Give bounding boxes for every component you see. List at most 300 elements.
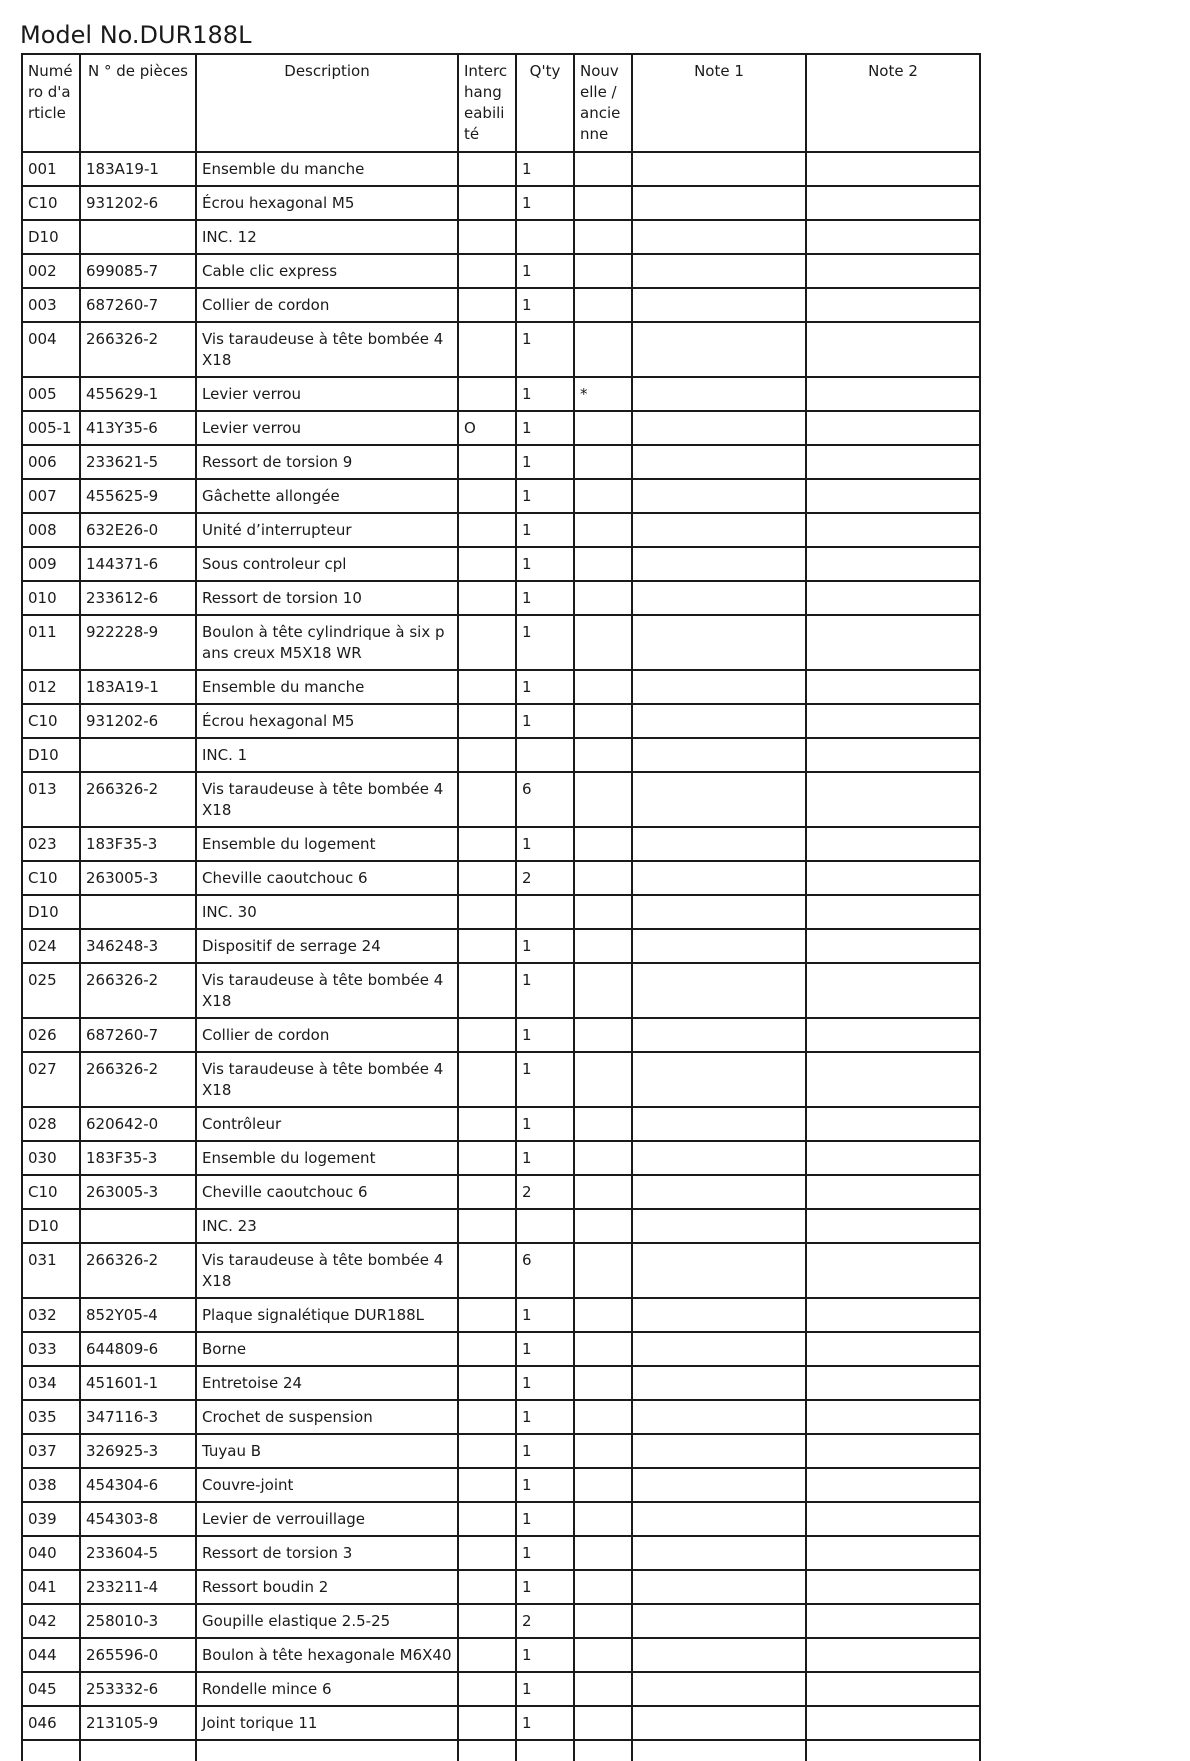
cell-note1 <box>632 1434 806 1468</box>
table-row <box>22 1141 980 1175</box>
cell-item-no: 034 <box>22 1366 80 1400</box>
cell-new-old <box>574 1141 632 1175</box>
cell-part-no <box>80 1209 196 1243</box>
cell-qty: 1 <box>516 827 574 861</box>
cell-description: Boulon à tête cylindrique à six pans creux M5X18 WR <box>196 615 458 670</box>
cell-interchangeability <box>458 1604 516 1638</box>
cell-qty: 6 <box>516 772 574 827</box>
column-header-interchangeability: Interchangeabilité <box>458 54 516 152</box>
cell-new-old <box>574 772 632 827</box>
cell-part-no: 263005-3 <box>80 1175 196 1209</box>
cell-note1 <box>632 1332 806 1366</box>
cell-interchangeability <box>458 1018 516 1052</box>
cell-part-no: 687260-7 <box>80 1018 196 1052</box>
table-row <box>22 547 980 581</box>
cell-note2 <box>806 772 980 827</box>
cell-note1 <box>632 1243 806 1298</box>
cell-note2 <box>806 513 980 547</box>
cell-item-no: 033 <box>22 1332 80 1366</box>
cell-note1 <box>632 772 806 827</box>
cell-description: Cheville caoutchouc 6 <box>196 861 458 895</box>
cell-part-no: 632E26-0 <box>80 513 196 547</box>
cell-interchangeability <box>458 513 516 547</box>
cell-item-no: 023 <box>22 827 80 861</box>
cell-part-no: 922228-9 <box>80 615 196 670</box>
cell-note2 <box>806 547 980 581</box>
cell-part-no: 454303-8 <box>80 1502 196 1536</box>
cell-item-no: 008 <box>22 513 80 547</box>
cell-qty: 1 <box>516 581 574 615</box>
cell-part-no: 852Y05-4 <box>80 1298 196 1332</box>
cell-item-no: 041 <box>22 1570 80 1604</box>
cell-item-no: D10 <box>22 1209 80 1243</box>
cell-note2 <box>806 288 980 322</box>
cell-item-no: 004 <box>22 322 80 377</box>
cell-description: Collier de cordon <box>196 1018 458 1052</box>
cell-part-no: 213105-9 <box>80 1706 196 1740</box>
cell-qty: 1 <box>516 186 574 220</box>
cell-new-old <box>574 186 632 220</box>
cell-interchangeability <box>458 895 516 929</box>
cell-interchangeability <box>458 963 516 1018</box>
cell-interchangeability <box>458 1209 516 1243</box>
cell-part-no: 233612-6 <box>80 581 196 615</box>
cell-qty: 1 <box>516 411 574 445</box>
cell-note1 <box>632 1209 806 1243</box>
cell-part-no: 233211-4 <box>80 1570 196 1604</box>
cell-note1 <box>632 1638 806 1672</box>
cell-description: Écrou hexagonal M5 <box>196 186 458 220</box>
cell-new-old <box>574 220 632 254</box>
cell-qty: 1 <box>516 254 574 288</box>
table-row <box>22 411 980 445</box>
cell-item-no: 042 <box>22 1604 80 1638</box>
cell-interchangeability <box>458 1141 516 1175</box>
table-row <box>22 861 980 895</box>
column-header-note2: Note 2 <box>806 54 980 152</box>
cell-part-no: 699085-7 <box>80 254 196 288</box>
cell-new-old <box>574 322 632 377</box>
table-row-cutoff <box>22 1740 980 1761</box>
cell-empty <box>80 1740 196 1761</box>
cell-new-old <box>574 704 632 738</box>
cell-interchangeability <box>458 929 516 963</box>
cell-note2 <box>806 479 980 513</box>
table-row <box>22 1018 980 1052</box>
cell-description: INC. 1 <box>196 738 458 772</box>
table-row <box>22 1434 980 1468</box>
cell-note2 <box>806 929 980 963</box>
cell-note1 <box>632 738 806 772</box>
cell-note1 <box>632 1468 806 1502</box>
cell-note1 <box>632 411 806 445</box>
cell-empty <box>458 1740 516 1761</box>
cell-qty: 1 <box>516 1332 574 1366</box>
cell-description: Levier de verrouillage <box>196 1502 458 1536</box>
cell-new-old <box>574 670 632 704</box>
cell-item-no: C10 <box>22 861 80 895</box>
cell-item-no: 005 <box>22 377 80 411</box>
cell-description: Ensemble du manche <box>196 152 458 186</box>
cell-note1 <box>632 513 806 547</box>
cell-part-no: 346248-3 <box>80 929 196 963</box>
cell-note1 <box>632 1672 806 1706</box>
cell-note2 <box>806 615 980 670</box>
table-row <box>22 254 980 288</box>
cell-interchangeability <box>458 1536 516 1570</box>
column-header-note1: Note 1 <box>632 54 806 152</box>
cell-qty: 1 <box>516 1638 574 1672</box>
cell-note2 <box>806 1570 980 1604</box>
cell-note1 <box>632 963 806 1018</box>
cell-item-no: 040 <box>22 1536 80 1570</box>
table-row <box>22 1175 980 1209</box>
cell-qty: 1 <box>516 547 574 581</box>
cell-qty <box>516 738 574 772</box>
cell-note1 <box>632 895 806 929</box>
cell-new-old <box>574 288 632 322</box>
cell-new-old <box>574 547 632 581</box>
cell-item-no: 028 <box>22 1107 80 1141</box>
cell-interchangeability <box>458 377 516 411</box>
cell-qty: 1 <box>516 1502 574 1536</box>
cell-part-no: 258010-3 <box>80 1604 196 1638</box>
table-row <box>22 1052 980 1107</box>
cell-part-no: 265596-0 <box>80 1638 196 1672</box>
table-row <box>22 322 980 377</box>
cell-note1 <box>632 1400 806 1434</box>
cell-item-no: 013 <box>22 772 80 827</box>
cell-description: Vis taraudeuse à tête bombée 4X18 <box>196 772 458 827</box>
cell-note1 <box>632 1018 806 1052</box>
cell-interchangeability <box>458 1672 516 1706</box>
cell-new-old <box>574 152 632 186</box>
cell-new-old <box>574 738 632 772</box>
cell-part-no: 183F35-3 <box>80 827 196 861</box>
cell-note1 <box>632 929 806 963</box>
cell-note1 <box>632 581 806 615</box>
table-row <box>22 1502 980 1536</box>
cell-qty: 1 <box>516 152 574 186</box>
cell-note2 <box>806 377 980 411</box>
cell-description: Ressort boudin 2 <box>196 1570 458 1604</box>
cell-note1 <box>632 1570 806 1604</box>
cell-note2 <box>806 1052 980 1107</box>
cell-description: Cheville caoutchouc 6 <box>196 1175 458 1209</box>
table-row <box>22 670 980 704</box>
cell-qty: 1 <box>516 1706 574 1740</box>
cell-new-old <box>574 861 632 895</box>
cell-note2 <box>806 738 980 772</box>
cell-part-no: 454304-6 <box>80 1468 196 1502</box>
cell-description: Borne <box>196 1332 458 1366</box>
cell-interchangeability <box>458 615 516 670</box>
cell-qty: 1 <box>516 1672 574 1706</box>
cell-new-old <box>574 615 632 670</box>
cell-qty: 1 <box>516 1366 574 1400</box>
cell-description: Ressort de torsion 9 <box>196 445 458 479</box>
cell-new-old <box>574 1468 632 1502</box>
cell-new-old <box>574 1298 632 1332</box>
cell-qty: 1 <box>516 1434 574 1468</box>
cell-interchangeability <box>458 1332 516 1366</box>
cell-interchangeability <box>458 827 516 861</box>
column-header-part-no: N ° de pièces <box>80 54 196 152</box>
table-row <box>22 827 980 861</box>
cell-note1 <box>632 220 806 254</box>
cell-note2 <box>806 827 980 861</box>
cell-description: Sous controleur cpl <box>196 547 458 581</box>
parts-table-body <box>22 152 980 1761</box>
cell-part-no: 183F35-3 <box>80 1141 196 1175</box>
table-row <box>22 445 980 479</box>
cell-part-no <box>80 220 196 254</box>
cell-new-old <box>574 963 632 1018</box>
cell-part-no: 266326-2 <box>80 963 196 1018</box>
cell-qty: 1 <box>516 377 574 411</box>
cell-note2 <box>806 445 980 479</box>
cell-part-no: 253332-6 <box>80 1672 196 1706</box>
cell-note2 <box>806 963 980 1018</box>
cell-note1 <box>632 704 806 738</box>
cell-description: INC. 12 <box>196 220 458 254</box>
table-row <box>22 1706 980 1740</box>
cell-qty: 1 <box>516 1107 574 1141</box>
table-row <box>22 479 980 513</box>
cell-note2 <box>806 1672 980 1706</box>
cell-interchangeability: O <box>458 411 516 445</box>
cell-note2 <box>806 152 980 186</box>
cell-qty: 1 <box>516 1570 574 1604</box>
cell-new-old <box>574 445 632 479</box>
cell-item-no: 038 <box>22 1468 80 1502</box>
cell-description: Joint torique 11 <box>196 1706 458 1740</box>
cell-item-no: C10 <box>22 1175 80 1209</box>
cell-description: Unité d’interrupteur <box>196 513 458 547</box>
cell-interchangeability <box>458 1175 516 1209</box>
cell-note2 <box>806 1018 980 1052</box>
cell-description: INC. 30 <box>196 895 458 929</box>
cell-interchangeability <box>458 1468 516 1502</box>
cell-new-old <box>574 581 632 615</box>
cell-description: Gâchette allongée <box>196 479 458 513</box>
cell-part-no: 266326-2 <box>80 772 196 827</box>
cell-note2 <box>806 581 980 615</box>
cell-new-old <box>574 1502 632 1536</box>
cell-part-no: 144371-6 <box>80 547 196 581</box>
cell-note2 <box>806 1175 980 1209</box>
cell-note2 <box>806 411 980 445</box>
cell-item-no: 007 <box>22 479 80 513</box>
table-row <box>22 377 980 411</box>
cell-interchangeability <box>458 254 516 288</box>
cell-new-old <box>574 929 632 963</box>
cell-item-no: 001 <box>22 152 80 186</box>
cell-note2 <box>806 322 980 377</box>
cell-new-old <box>574 1604 632 1638</box>
cell-note2 <box>806 670 980 704</box>
table-row <box>22 186 980 220</box>
table-row <box>22 1536 980 1570</box>
cell-new-old <box>574 1536 632 1570</box>
cell-qty <box>516 220 574 254</box>
cell-note1 <box>632 615 806 670</box>
cell-interchangeability <box>458 1400 516 1434</box>
cell-item-no: 012 <box>22 670 80 704</box>
cell-qty: 2 <box>516 861 574 895</box>
cell-interchangeability <box>458 738 516 772</box>
cell-interchangeability <box>458 1107 516 1141</box>
cell-note2 <box>806 1604 980 1638</box>
cell-description: Goupille elastique 2.5-25 <box>196 1604 458 1638</box>
cell-note1 <box>632 670 806 704</box>
cell-qty: 1 <box>516 322 574 377</box>
cell-note2 <box>806 1141 980 1175</box>
cell-interchangeability <box>458 772 516 827</box>
table-row <box>22 895 980 929</box>
column-header-qty: Q'ty <box>516 54 574 152</box>
cell-qty: 1 <box>516 1141 574 1175</box>
cell-note2 <box>806 1400 980 1434</box>
cell-part-no: 620642-0 <box>80 1107 196 1141</box>
table-row <box>22 513 980 547</box>
cell-item-no: 024 <box>22 929 80 963</box>
cell-part-no: 233621-5 <box>80 445 196 479</box>
cell-note2 <box>806 1366 980 1400</box>
cell-item-no: 027 <box>22 1052 80 1107</box>
cell-note1 <box>632 445 806 479</box>
cell-description: Vis taraudeuse à tête bombée 4X18 <box>196 963 458 1018</box>
cell-part-no: 263005-3 <box>80 861 196 895</box>
cell-interchangeability <box>458 288 516 322</box>
cell-new-old <box>574 1243 632 1298</box>
cell-interchangeability <box>458 220 516 254</box>
cell-interchangeability <box>458 581 516 615</box>
cell-part-no: 347116-3 <box>80 1400 196 1434</box>
cell-note2 <box>806 1298 980 1332</box>
cell-qty: 1 <box>516 513 574 547</box>
cell-note1 <box>632 1366 806 1400</box>
cell-interchangeability <box>458 1706 516 1740</box>
cell-note1 <box>632 1141 806 1175</box>
cell-interchangeability <box>458 547 516 581</box>
cell-qty: 1 <box>516 1536 574 1570</box>
cell-part-no: 687260-7 <box>80 288 196 322</box>
cell-new-old <box>574 1672 632 1706</box>
cell-note1 <box>632 254 806 288</box>
cell-qty: 1 <box>516 1400 574 1434</box>
table-row <box>22 1400 980 1434</box>
cell-interchangeability <box>458 704 516 738</box>
cell-note2 <box>806 1107 980 1141</box>
cell-description: Couvre-joint <box>196 1468 458 1502</box>
cell-description: Ensemble du logement <box>196 1141 458 1175</box>
table-row <box>22 1366 980 1400</box>
table-row <box>22 1604 980 1638</box>
cell-interchangeability <box>458 1638 516 1672</box>
table-row <box>22 772 980 827</box>
cell-new-old <box>574 1706 632 1740</box>
table-row <box>22 929 980 963</box>
cell-note1 <box>632 1052 806 1107</box>
cell-empty <box>516 1740 574 1761</box>
table-row <box>22 615 980 670</box>
cell-interchangeability <box>458 1052 516 1107</box>
column-header-item-no: Numéro d'article <box>22 54 80 152</box>
table-row <box>22 1672 980 1706</box>
cell-part-no: 266326-2 <box>80 322 196 377</box>
cell-description: Crochet de suspension <box>196 1400 458 1434</box>
cell-interchangeability <box>458 1434 516 1468</box>
cell-qty: 2 <box>516 1604 574 1638</box>
cell-description: Ensemble du manche <box>196 670 458 704</box>
cell-note2 <box>806 1502 980 1536</box>
cell-note1 <box>632 1298 806 1332</box>
cell-note1 <box>632 1107 806 1141</box>
cell-item-no: D10 <box>22 220 80 254</box>
cell-new-old <box>574 1332 632 1366</box>
cell-item-no: D10 <box>22 738 80 772</box>
cell-description: Rondelle mince 6 <box>196 1672 458 1706</box>
cell-part-no: 931202-6 <box>80 186 196 220</box>
cell-new-old <box>574 1175 632 1209</box>
parts-table <box>21 53 981 1761</box>
cell-interchangeability <box>458 1366 516 1400</box>
cell-note1 <box>632 1604 806 1638</box>
table-row <box>22 1468 980 1502</box>
cell-note1 <box>632 1175 806 1209</box>
cell-item-no: 002 <box>22 254 80 288</box>
cell-new-old <box>574 254 632 288</box>
cell-part-no: 455625-9 <box>80 479 196 513</box>
cell-new-old <box>574 513 632 547</box>
cell-new-old <box>574 1400 632 1434</box>
column-header-new-old: Nouvelle / ancienne <box>574 54 632 152</box>
cell-note2 <box>806 1638 980 1672</box>
cell-interchangeability <box>458 1298 516 1332</box>
cell-item-no: 025 <box>22 963 80 1018</box>
cell-note1 <box>632 152 806 186</box>
cell-qty <box>516 1209 574 1243</box>
cell-interchangeability <box>458 445 516 479</box>
cell-qty <box>516 895 574 929</box>
table-row <box>22 704 980 738</box>
cell-item-no: 035 <box>22 1400 80 1434</box>
cell-qty: 6 <box>516 1243 574 1298</box>
cell-item-no: 045 <box>22 1672 80 1706</box>
cell-item-no: 030 <box>22 1141 80 1175</box>
table-row <box>22 1332 980 1366</box>
table-row <box>22 738 980 772</box>
cell-qty: 1 <box>516 1298 574 1332</box>
cell-empty <box>574 1740 632 1761</box>
cell-item-no: 003 <box>22 288 80 322</box>
cell-description: Dispositif de serrage 24 <box>196 929 458 963</box>
cell-note2 <box>806 1209 980 1243</box>
table-row <box>22 288 980 322</box>
cell-note1 <box>632 1706 806 1740</box>
cell-item-no: 005-1 <box>22 411 80 445</box>
cell-part-no: 233604-5 <box>80 1536 196 1570</box>
cell-qty: 1 <box>516 615 574 670</box>
cell-interchangeability <box>458 1243 516 1298</box>
table-header-row <box>22 54 980 152</box>
cell-empty <box>22 1740 80 1761</box>
cell-description: Plaque signalétique DUR188L <box>196 1298 458 1332</box>
cell-new-old <box>574 827 632 861</box>
cell-qty: 1 <box>516 963 574 1018</box>
cell-part-no: 183A19-1 <box>80 152 196 186</box>
